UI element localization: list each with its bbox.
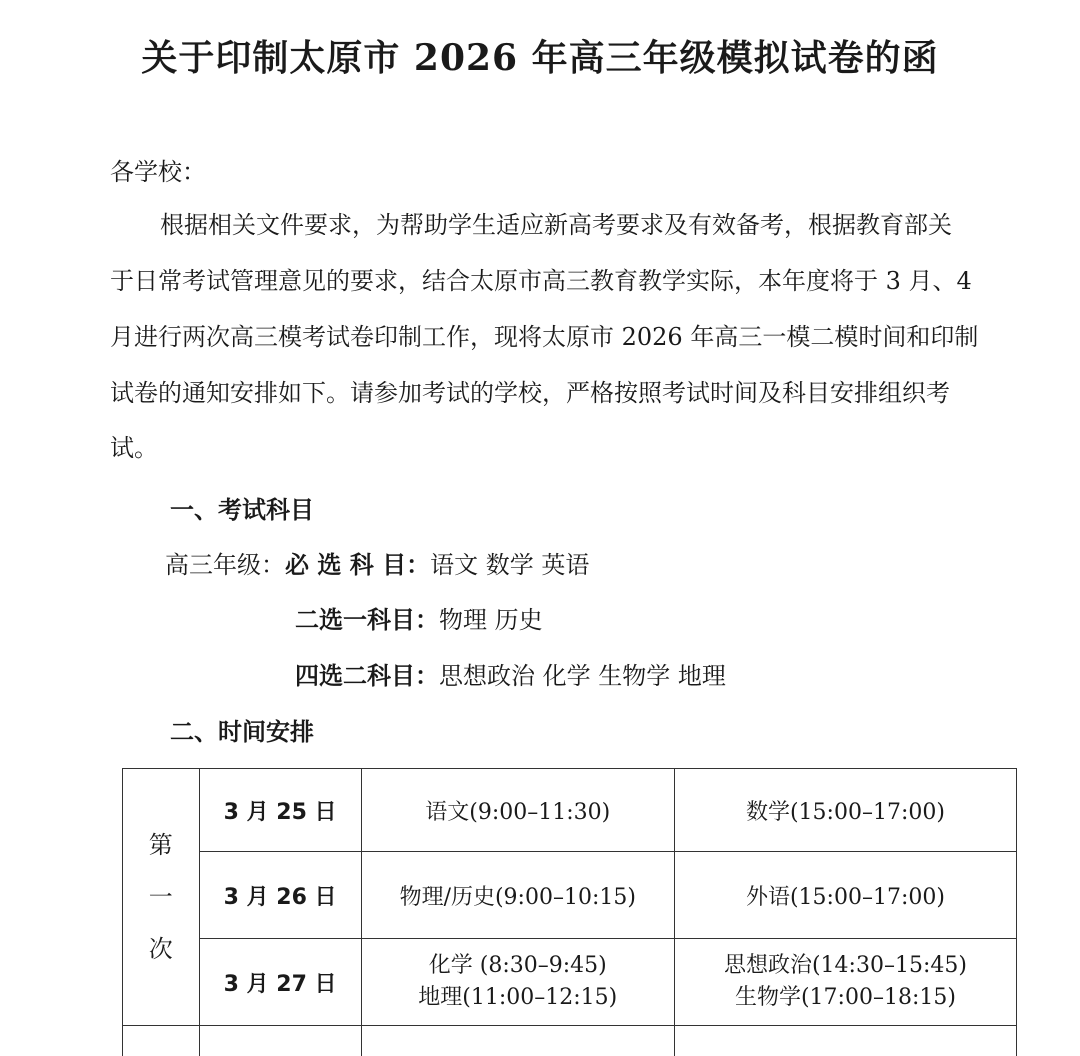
date-cell: 3 月 27 日 xyxy=(199,939,361,1026)
paragraph-line-2: 于日常考试管理意见的要求，结合太原市高三教育教学实际，本年度将于 3 月、4 xyxy=(110,266,972,296)
afternoon-cell xyxy=(674,939,1016,1026)
required-value: 语文 数学 英语 xyxy=(430,551,589,579)
subject-row-choose-two xyxy=(295,656,726,691)
choose-one-label: 二选一科目： xyxy=(295,606,439,634)
table-row xyxy=(123,939,1017,1026)
date-cell: 3 月 25 日 xyxy=(199,769,361,852)
salutation: 各学校： xyxy=(110,157,206,187)
exam-entry: 地理(11:00–12:15) xyxy=(362,982,674,1014)
document-title: 关于印制太原市 2026 年高三年级模拟试卷的函 xyxy=(0,30,1080,81)
date-cell: 3 月 26 日 xyxy=(199,852,361,939)
table-row-partial xyxy=(123,1026,1017,1056)
afternoon-cell: 数学(15:00–17:00) xyxy=(674,769,1016,852)
paragraph-line-5: 试。 xyxy=(110,433,158,463)
paragraph-line-3: 月进行两次高三模考试卷印制工作，现将太原市 2026 年高三一模二模时间和印制 xyxy=(110,322,978,352)
subject-row-required xyxy=(165,545,589,580)
morning-cell xyxy=(361,939,674,1026)
round-char: 一 xyxy=(123,871,199,923)
choose-two-label: 四选二科目： xyxy=(295,662,439,690)
round-cell xyxy=(123,769,200,1026)
afternoon-cell: 外语(15:00–17:00) xyxy=(674,852,1016,939)
morning-cell: 物理/历史(9:00–10:15) xyxy=(361,852,674,939)
exam-entry: 化学 (8:30–9:45) xyxy=(362,950,674,982)
exam-entry: 生物学(17:00–18:15) xyxy=(675,982,1016,1014)
round-char: 第 xyxy=(123,819,199,871)
morning-cell: 语文(9:00–11:30) xyxy=(361,769,674,852)
section-heading-subjects: 一、考试科目 xyxy=(170,490,314,525)
paragraph-line-4: 试卷的通知安排如下。请参加考试的学校，严格按照考试时间及科目安排组织考 xyxy=(110,378,950,408)
table-row xyxy=(123,852,1017,939)
table-row xyxy=(123,769,1017,852)
paragraph-line-1: 根据相关文件要求，为帮助学生适应新高考要求及有效备考，根据教育部关 xyxy=(160,210,952,240)
cut-off-cell xyxy=(123,1026,200,1056)
cut-off-cell xyxy=(361,1026,674,1056)
exam-entry: 思想政治(14:30–15:45) xyxy=(675,950,1016,982)
section-heading-schedule: 二、时间安排 xyxy=(170,712,314,747)
choose-one-value: 物理 历史 xyxy=(439,606,543,634)
choose-two-value: 思想政治 化学 生物学 地理 xyxy=(439,662,726,690)
cut-off-cell xyxy=(199,1026,361,1056)
grade-label: 高三年级： xyxy=(165,551,285,579)
subject-row-choose-one xyxy=(295,600,543,635)
cut-off-cell xyxy=(674,1026,1016,1056)
round-char: 次 xyxy=(123,923,199,975)
required-label: 必 选 科 目： xyxy=(285,551,430,579)
schedule-table xyxy=(122,768,1017,1056)
